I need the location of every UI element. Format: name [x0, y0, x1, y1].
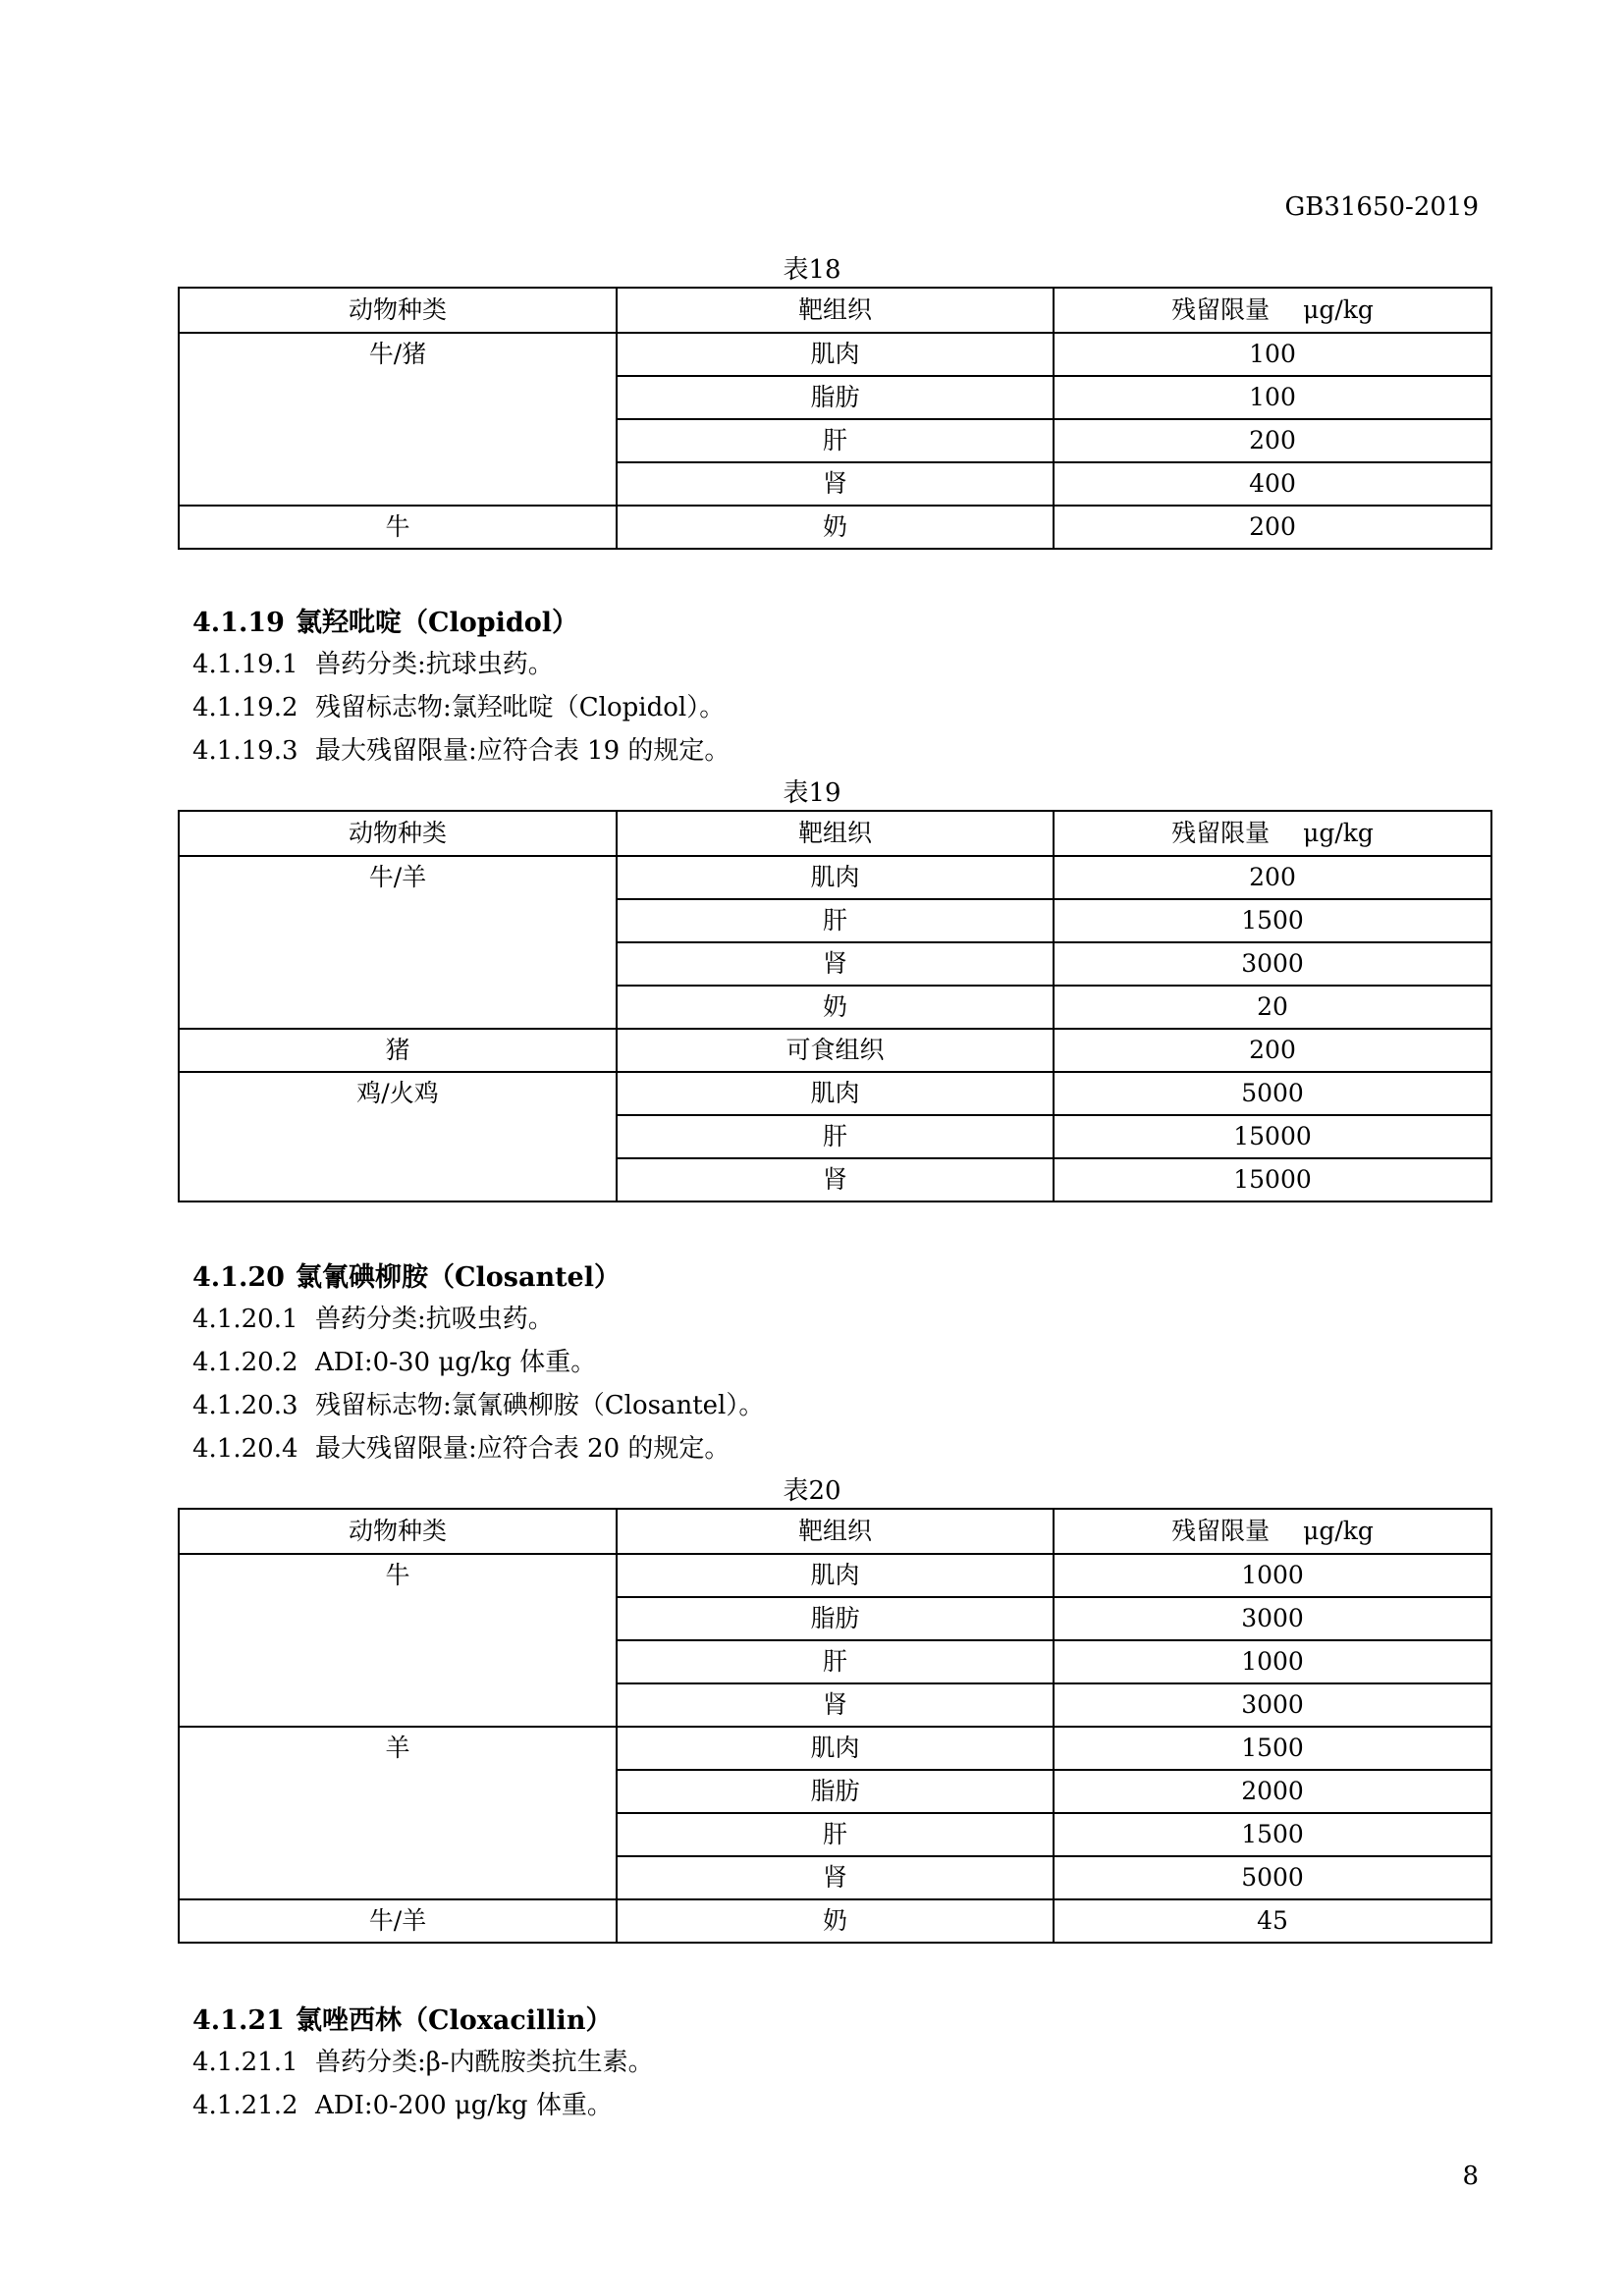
limit-cell: 2000	[1054, 1770, 1491, 1813]
section-item: 4.1.19.3 最大残留限量:应符合表 19 的规定。	[192, 736, 731, 766]
animal-cell: 牛/羊	[179, 1899, 617, 1943]
animal-cell: 牛/羊	[179, 856, 617, 1029]
section-item: 4.1.20.1 兽药分类:抗吸虫药。	[192, 1305, 554, 1334]
header-limit-unit: μg/kg	[1303, 1517, 1374, 1545]
limit-cell: 200	[1054, 1029, 1491, 1072]
tissue-cell: 脂肪	[617, 1597, 1054, 1640]
residue-table-20	[178, 1508, 1492, 1944]
header-limit	[1054, 1509, 1491, 1554]
limit-cell: 15000	[1054, 1158, 1491, 1201]
limit-cell: 3000	[1054, 1597, 1491, 1640]
limit-cell: 400	[1054, 462, 1491, 506]
animal-cell: 牛	[179, 506, 617, 549]
tissue-cell: 肝	[617, 1813, 1054, 1856]
tissue-cell: 肌肉	[617, 1072, 1054, 1115]
tissue-cell: 脂肪	[617, 376, 1054, 419]
header-limit-label: 残留限量	[1171, 295, 1271, 324]
section-item: 4.1.20.2 ADI:0-30 μg/kg 体重。	[192, 1348, 597, 1377]
tissue-cell: 肝	[617, 1640, 1054, 1683]
section-item: 4.1.21.2 ADI:0-200 μg/kg 体重。	[192, 2091, 613, 2120]
tissue-cell: 肾	[617, 1683, 1054, 1727]
limit-cell: 1500	[1054, 1813, 1491, 1856]
limit-cell: 5000	[1054, 1072, 1491, 1115]
table-caption: 表20	[783, 1476, 841, 1506]
table-caption: 表19	[783, 778, 841, 808]
limit-cell: 100	[1054, 376, 1491, 419]
tissue-cell: 肝	[617, 1115, 1054, 1158]
limit-cell: 5000	[1054, 1856, 1491, 1899]
animal-cell: 猪	[179, 1029, 617, 1072]
header-animal: 动物种类	[179, 811, 617, 856]
section-heading: 4.1.20 氯氰碘柳胺（Closantel）	[192, 1262, 621, 1293]
tissue-cell: 奶	[617, 506, 1054, 549]
residue-table-19	[178, 810, 1492, 1202]
page-number: 8	[1462, 2162, 1479, 2191]
header-animal: 动物种类	[179, 1509, 617, 1554]
limit-cell: 1500	[1054, 899, 1491, 942]
header-limit-unit: μg/kg	[1303, 295, 1374, 324]
header-tissue: 靶组织	[617, 288, 1054, 333]
limit-cell: 1000	[1054, 1554, 1491, 1597]
section-item: 4.1.20.4 最大残留限量:应符合表 20 的规定。	[192, 1434, 731, 1464]
limit-cell: 20	[1054, 986, 1491, 1029]
table-caption: 表18	[783, 255, 841, 285]
animal-cell: 牛/猪	[179, 333, 617, 506]
limit-cell: 200	[1054, 506, 1491, 549]
tissue-cell: 肝	[617, 899, 1054, 942]
residue-table-18	[178, 287, 1492, 550]
section-item: 4.1.21.1 兽药分类:β-内酰胺类抗生素。	[192, 2048, 654, 2077]
tissue-cell: 肌肉	[617, 333, 1054, 376]
section-heading: 4.1.19 氯羟吡啶（Clopidol）	[192, 608, 579, 638]
section-item: 4.1.20.3 残留标志物:氯氰碘柳胺（Closantel）。	[192, 1391, 765, 1420]
section-heading: 4.1.21 氯唑西林（Cloxacillin）	[192, 2005, 613, 2036]
animal-cell: 羊	[179, 1727, 617, 1899]
tissue-cell: 奶	[617, 1899, 1054, 1943]
tissue-cell: 脂肪	[617, 1770, 1054, 1813]
limit-cell: 200	[1054, 419, 1491, 462]
section-item: 4.1.19.1 兽药分类:抗球虫药。	[192, 650, 554, 679]
tissue-cell: 肾	[617, 462, 1054, 506]
tissue-cell: 肾	[617, 942, 1054, 986]
tissue-cell: 肝	[617, 419, 1054, 462]
tissue-cell: 肾	[617, 1158, 1054, 1201]
tissue-cell: 肾	[617, 1856, 1054, 1899]
tissue-cell: 奶	[617, 986, 1054, 1029]
limit-cell: 1500	[1054, 1727, 1491, 1770]
document-code: GB31650-2019	[1284, 192, 1479, 222]
limit-cell: 3000	[1054, 1683, 1491, 1727]
header-animal: 动物种类	[179, 288, 617, 333]
header-limit-unit: μg/kg	[1303, 819, 1374, 847]
limit-cell: 1000	[1054, 1640, 1491, 1683]
header-limit-label: 残留限量	[1171, 1517, 1271, 1545]
section-item: 4.1.19.2 残留标志物:氯羟吡啶（Clopidol）。	[192, 693, 726, 722]
header-limit	[1054, 811, 1491, 856]
animal-cell: 鸡/火鸡	[179, 1072, 617, 1201]
limit-cell: 100	[1054, 333, 1491, 376]
limit-cell: 45	[1054, 1899, 1491, 1943]
animal-cell: 牛	[179, 1554, 617, 1727]
header-tissue: 靶组织	[617, 1509, 1054, 1554]
limit-cell: 15000	[1054, 1115, 1491, 1158]
tissue-cell: 可食组织	[617, 1029, 1054, 1072]
tissue-cell: 肌肉	[617, 856, 1054, 899]
header-tissue: 靶组织	[617, 811, 1054, 856]
tissue-cell: 肌肉	[617, 1554, 1054, 1597]
limit-cell: 3000	[1054, 942, 1491, 986]
limit-cell: 200	[1054, 856, 1491, 899]
header-limit-label: 残留限量	[1171, 819, 1271, 847]
tissue-cell: 肌肉	[617, 1727, 1054, 1770]
header-limit	[1054, 288, 1491, 333]
